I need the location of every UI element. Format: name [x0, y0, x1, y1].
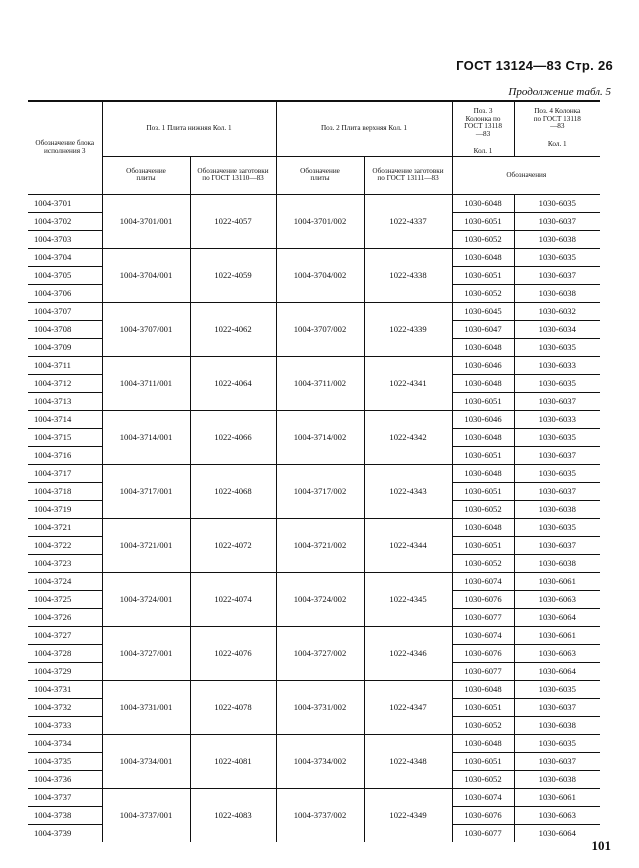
table-row [28, 356, 600, 374]
column4-cell: 1030-6037 [514, 752, 600, 770]
block-designation-cell: 1004-3739 [34, 827, 72, 838]
blank2-cell: 1022-4345 [364, 572, 452, 626]
block-designation-cell: 1004-3724 [28, 572, 102, 590]
spec-table-grid [28, 100, 600, 842]
blank1-cell: 1022-4066 [190, 410, 276, 464]
header-plate1: Обозначение плиты [102, 156, 190, 194]
header-pos3-title: Поз. 3 Колонка по ГОСТ 13118—83 [464, 107, 502, 138]
header-pos3-qty: Кол. 1 [473, 147, 493, 156]
column3-cell: 1030-6045 [452, 302, 514, 320]
column4-cell: 1030-6063 [514, 590, 600, 608]
blank1-cell: 1022-4064 [190, 356, 276, 410]
column3-cell: 1030-6051 [452, 212, 514, 230]
plate2-cell: 1004-3731/002 [276, 680, 364, 734]
column3-cell: 1030-6052 [452, 770, 514, 788]
column4-cell: 1030-6064 [514, 662, 600, 680]
column4-cell: 1030-6038 [514, 284, 600, 302]
column3-cell: 1030-6076 [452, 806, 514, 824]
block-designation-cell: 1004-3723 [34, 557, 72, 568]
column4-cell: 1030-6063 [514, 644, 600, 662]
block-designation-cell: 1004-3738 [28, 806, 102, 824]
column4-cell: 1030-6035 [514, 374, 600, 392]
header-blank1: Обозначение заготовки по ГОСТ 13110—83 [190, 156, 276, 194]
block-designation-cell: 1004-3703 [34, 233, 72, 244]
column4-cell: 1030-6061 [514, 572, 600, 590]
column3-cell: 1030-6048 [452, 194, 514, 212]
column4-cell: 1030-6064 [514, 824, 600, 842]
column4-cell: 1030-6034 [514, 320, 600, 338]
table-continuation-note: Продолжение табл. 5 [508, 86, 611, 98]
blank1-cell: 1022-4059 [190, 248, 276, 302]
block-designation-cell: 1004-3722 [28, 536, 102, 554]
plate1-cell: 1004-3714/001 [102, 410, 190, 464]
block-designation-cell: 1004-3721 [28, 518, 102, 536]
blank1-cell: 1022-4078 [190, 680, 276, 734]
plate1-cell: 1004-3724/001 [102, 572, 190, 626]
table-row [28, 410, 600, 428]
column4-cell: 1030-6037 [514, 266, 600, 284]
column4-cell: 1030-6035 [514, 428, 600, 446]
column3-cell: 1030-6046 [452, 410, 514, 428]
plate1-cell: 1004-3717/001 [102, 464, 190, 518]
column4-cell: 1030-6038 [514, 230, 600, 248]
column3-cell: 1030-6076 [452, 590, 514, 608]
blank1-cell: 1022-4074 [190, 572, 276, 626]
plate2-cell: 1004-3727/002 [276, 626, 364, 680]
blank1-cell: 1022-4068 [190, 464, 276, 518]
blank2-cell: 1022-4344 [364, 518, 452, 572]
header-blank2: Обозначение заготовки по ГОСТ 13111—83 [364, 156, 452, 194]
column3-cell: 1030-6077 [452, 608, 514, 626]
column4-cell: 1030-6064 [514, 608, 600, 626]
block-designation-cell: 1004-3706 [34, 287, 72, 298]
column3-cell: 1030-6052 [452, 284, 514, 302]
plate2-cell: 1004-3704/002 [276, 248, 364, 302]
column4-cell: 1030-6038 [514, 770, 600, 788]
column4-cell: 1030-6038 [514, 500, 600, 518]
column4-cell: 1030-6063 [514, 806, 600, 824]
spec-table [28, 100, 600, 842]
block-designation-cell: 1004-3718 [28, 482, 102, 500]
page-header: ГОСТ 13124—83 Стр. 26 [456, 58, 613, 73]
column3-cell: 1030-6051 [452, 392, 514, 410]
plate2-cell: 1004-3711/002 [276, 356, 364, 410]
blank1-cell: 1022-4057 [190, 194, 276, 248]
column3-cell: 1030-6076 [452, 644, 514, 662]
column4-cell: 1030-6033 [514, 410, 600, 428]
blank1-cell: 1022-4081 [190, 734, 276, 788]
column4-cell: 1030-6038 [514, 554, 600, 572]
header-block-designation: Обозначение блока исполнения 3 [35, 139, 95, 155]
blank2-cell: 1022-4346 [364, 626, 452, 680]
plate1-cell: 1004-3707/001 [102, 302, 190, 356]
table-row [28, 248, 600, 266]
table-row [28, 626, 600, 644]
block-designation-cell: 1004-3705 [28, 266, 102, 284]
column4-cell: 1030-6035 [514, 680, 600, 698]
column3-cell: 1030-6048 [452, 374, 514, 392]
blank2-cell: 1022-4343 [364, 464, 452, 518]
table-row [28, 572, 600, 590]
header-pos3 [452, 101, 514, 156]
plate2-cell: 1004-3724/002 [276, 572, 364, 626]
column4-cell: 1030-6038 [514, 716, 600, 734]
block-designation-cell: 1004-3717 [28, 464, 102, 482]
column3-cell: 1030-6048 [452, 464, 514, 482]
blank1-cell: 1022-4062 [190, 302, 276, 356]
block-designation-cell: 1004-3716 [34, 449, 72, 460]
column3-cell: 1030-6074 [452, 572, 514, 590]
column3-cell: 1030-6074 [452, 626, 514, 644]
block-designation-cell: 1004-3737 [28, 788, 102, 806]
block-designation-cell: 1004-3709 [34, 341, 72, 352]
table-row [28, 194, 600, 212]
column4-cell: 1030-6061 [514, 788, 600, 806]
column4-cell: 1030-6035 [514, 194, 600, 212]
blank2-cell: 1022-4349 [364, 788, 452, 842]
plate2-cell: 1004-3721/002 [276, 518, 364, 572]
table-row [28, 788, 600, 806]
block-designation-cell: 1004-3714 [28, 410, 102, 428]
column4-cell: 1030-6037 [514, 482, 600, 500]
block-designation-cell: 1004-3713 [34, 395, 72, 406]
block-designation-cell: 1004-3708 [28, 320, 102, 338]
block-designation-cell: 1004-3734 [28, 734, 102, 752]
header-pos4-title: Поз. 4 Колонка по ГОСТ 13118—83 [533, 107, 581, 131]
header-designations: Обозначения [452, 156, 600, 194]
block-designation-cell: 1004-3733 [34, 719, 72, 730]
block-designation-cell: 1004-3725 [28, 590, 102, 608]
column4-cell: 1030-6037 [514, 446, 600, 464]
block-designation-cell: 1004-3712 [28, 374, 102, 392]
plate1-cell: 1004-3701/001 [102, 194, 190, 248]
column4-cell: 1030-6035 [514, 464, 600, 482]
block-designation-cell: 1004-3701 [28, 194, 102, 212]
block-designation-cell: 1004-3715 [28, 428, 102, 446]
column4-cell: 1030-6032 [514, 302, 600, 320]
header-pos4 [514, 101, 600, 156]
plate2-cell: 1004-3707/002 [276, 302, 364, 356]
column4-cell: 1030-6037 [514, 536, 600, 554]
column3-cell: 1030-6052 [452, 500, 514, 518]
column3-cell: 1030-6051 [452, 698, 514, 716]
column3-cell: 1030-6074 [452, 788, 514, 806]
column3-cell: 1030-6051 [452, 446, 514, 464]
table-row [28, 302, 600, 320]
block-designation-cell: 1004-3726 [34, 611, 72, 622]
column4-cell: 1030-6037 [514, 698, 600, 716]
column4-cell: 1030-6035 [514, 518, 600, 536]
block-designation-cell: 1004-3729 [34, 665, 72, 676]
column3-cell: 1030-6046 [452, 356, 514, 374]
page-number: 101 [591, 838, 611, 853]
column4-cell: 1030-6061 [514, 626, 600, 644]
block-designation-cell: 1004-3707 [28, 302, 102, 320]
column3-cell: 1030-6048 [452, 248, 514, 266]
column3-cell: 1030-6052 [452, 230, 514, 248]
blank1-cell: 1022-4072 [190, 518, 276, 572]
column3-cell: 1030-6048 [452, 734, 514, 752]
block-designation-cell: 1004-3735 [28, 752, 102, 770]
block-designation-cell: 1004-3704 [28, 248, 102, 266]
plate2-cell: 1004-3717/002 [276, 464, 364, 518]
plate2-cell: 1004-3737/002 [276, 788, 364, 842]
header-pos2: Поз. 2 Плита верхняя Кол. 1 [276, 101, 452, 156]
column4-cell: 1030-6037 [514, 392, 600, 410]
column4-cell: 1030-6037 [514, 212, 600, 230]
blank2-cell: 1022-4348 [364, 734, 452, 788]
column4-cell: 1030-6035 [514, 734, 600, 752]
blank2-cell: 1022-4342 [364, 410, 452, 464]
plate1-cell: 1004-3704/001 [102, 248, 190, 302]
column4-cell: 1030-6035 [514, 248, 600, 266]
plate1-cell: 1004-3727/001 [102, 626, 190, 680]
table-row [28, 680, 600, 698]
blank1-cell: 1022-4083 [190, 788, 276, 842]
blank2-cell: 1022-4337 [364, 194, 452, 248]
table-row [28, 734, 600, 752]
table-row [28, 518, 600, 536]
block-designation-cell: 1004-3727 [28, 626, 102, 644]
header-plate2: Обозначение плиты [276, 156, 364, 194]
block-designation-cell: 1004-3728 [28, 644, 102, 662]
plate2-cell: 1004-3714/002 [276, 410, 364, 464]
table-row [28, 464, 600, 482]
block-designation-cell: 1004-3731 [28, 680, 102, 698]
column3-cell: 1030-6051 [452, 266, 514, 284]
blank2-cell: 1022-4347 [364, 680, 452, 734]
column3-cell: 1030-6048 [452, 680, 514, 698]
blank2-cell: 1022-4341 [364, 356, 452, 410]
plate1-cell: 1004-3737/001 [102, 788, 190, 842]
column3-cell: 1030-6048 [452, 428, 514, 446]
plate1-cell: 1004-3711/001 [102, 356, 190, 410]
block-designation-cell: 1004-3736 [34, 773, 72, 784]
plate2-cell: 1004-3734/002 [276, 734, 364, 788]
header-pos1: Поз. 1 Плита нижняя Кол. 1 [102, 101, 276, 156]
column3-cell: 1030-6048 [452, 518, 514, 536]
column3-cell: 1030-6048 [452, 338, 514, 356]
blank1-cell: 1022-4076 [190, 626, 276, 680]
block-designation-cell: 1004-3719 [34, 503, 72, 514]
plate2-cell: 1004-3701/002 [276, 194, 364, 248]
blank2-cell: 1022-4338 [364, 248, 452, 302]
column3-cell: 1030-6077 [452, 824, 514, 842]
header-pos4-qty: Кол. 1 [547, 139, 567, 148]
plate1-cell: 1004-3721/001 [102, 518, 190, 572]
blank2-cell: 1022-4339 [364, 302, 452, 356]
column3-cell: 1030-6052 [452, 716, 514, 734]
block-designation-cell: 1004-3732 [28, 698, 102, 716]
column3-cell: 1030-6052 [452, 554, 514, 572]
column3-cell: 1030-6051 [452, 752, 514, 770]
column3-cell: 1030-6051 [452, 536, 514, 554]
column3-cell: 1030-6047 [452, 320, 514, 338]
plate1-cell: 1004-3734/001 [102, 734, 190, 788]
column3-cell: 1030-6077 [452, 662, 514, 680]
block-designation-cell: 1004-3711 [28, 356, 102, 374]
column4-cell: 1030-6033 [514, 356, 600, 374]
column4-cell: 1030-6035 [514, 338, 600, 356]
column3-cell: 1030-6051 [452, 482, 514, 500]
plate1-cell: 1004-3731/001 [102, 680, 190, 734]
block-designation-cell: 1004-3702 [28, 212, 102, 230]
